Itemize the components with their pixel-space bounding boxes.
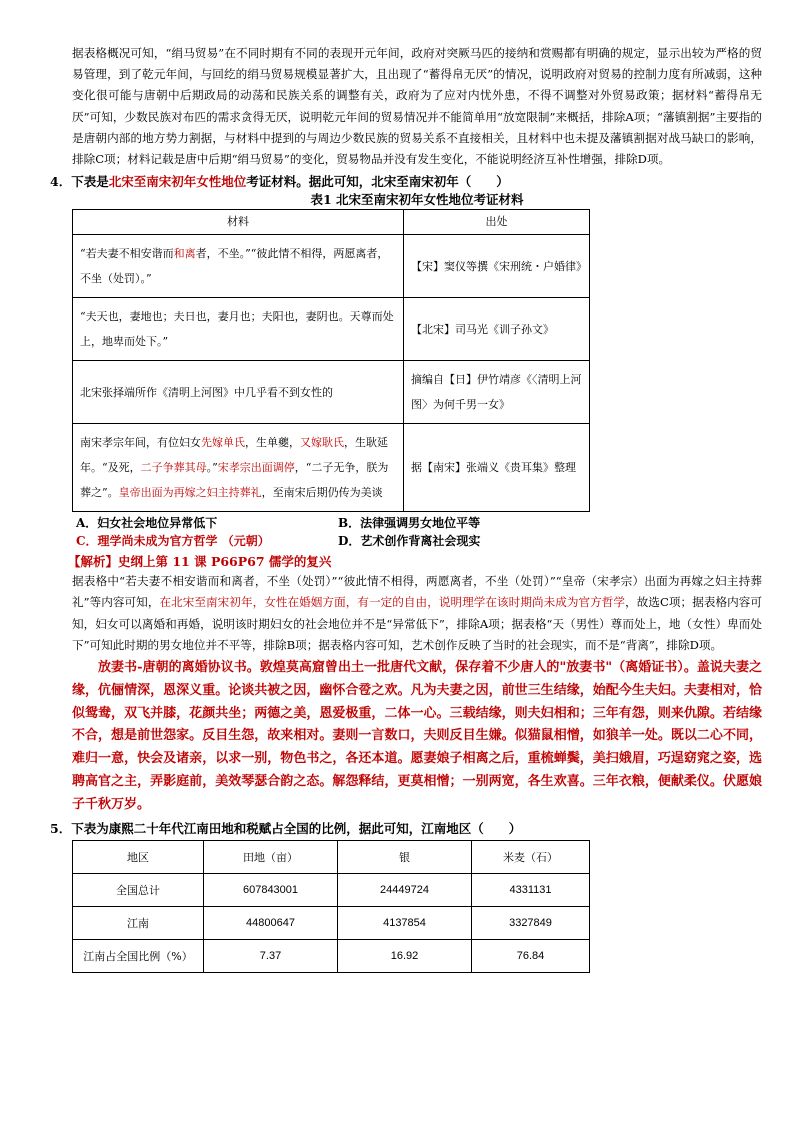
source-cell: 据【南宋】张端义《贵耳集》整理 xyxy=(404,424,590,512)
table-row xyxy=(73,298,590,361)
question-4-stem xyxy=(50,172,762,191)
material-cell: 北宋张择端所作《清明上河图》中几乎看不到女性的 xyxy=(73,361,404,424)
option-c: C．理学尚未成为官方哲学 （元朝） xyxy=(76,534,270,549)
q4-red-phrase: 北宋至南宋初年女性地位 xyxy=(108,174,247,190)
table-row xyxy=(73,235,590,298)
table-row: 江南占全国比例（%） 7.37 16.92 76.84 xyxy=(73,939,590,972)
table-row xyxy=(73,424,590,512)
q4-prefix: 4．下表是 xyxy=(50,174,109,190)
table-1-header-row xyxy=(73,210,590,235)
table-row xyxy=(73,361,590,424)
analysis-title: 【解析】史纲上第 11 课 P66P67 儒学的复兴 xyxy=(68,554,332,570)
source-cell: 【北宋】司马光《训子孙文》 xyxy=(404,298,590,361)
header-source: 出处 xyxy=(404,210,590,235)
q4-suffix: 考证材料。据此可知，北宋至南宋初年（ ） xyxy=(246,174,509,190)
analysis-paragraph: 据表格中“若夫妻不相安谐而和离者，不坐（处罚）”“彼此情不相得，两愿离者，不坐（处罚）”“皇帝（宋孝宗）出面为再嫁之妇主持葬礼”等内容可知，在北宋至南宋初年，女性在婚姻方面，有一定的自由，说明理学在该时期尚未成为官方哲学，故选C项；据表格内容可知，妇女可以离婚和再婚，说明该时期妇女的社会地位并不是“异常低下”，排除A项；据表格“天（男性）尊而处上，地（女性）卑而处下”可知此时期的男女地位并不平等，排除B项；据表格内容可知，艺术创作反映了当时的社会现实，而不是“背离”，排除D项。 xyxy=(72,574,762,652)
option-a: A．妇女社会地位异常低下 xyxy=(76,516,218,531)
fangqi-shu-paragraph: 放妻书-唐朝的离婚协议书。敦煌莫高窟曾出土一批唐代文献，保存着不少唐人的"放妻书"（离婚证书）。盖说夫妻之缘，伉俪情深，恩深义重。论谈共被之因，幽怀合卺之欢。凡为夫妻之因，前世三生结缘，始配今生夫妇。夫妻相对，恰似鸳鸯，双飞并膝，花颜共坐；两德之美，恩爱极重，二体一心。三载结缘，则夫妇相和；三年有怨，则来仇隙。若结缘不合，想是前世怨家。反目生怨，故来相对。妻则一言数口，夫则反目生嫌。似猫鼠相憎，如狼羊一处。既以二心不同，难归一意，快会及诸亲，以求一别，物色书之，各还本道。愿妻娘子相离之后，重梳蝉鬓，美扫娥眉，巧逞窈窕之姿，选聘高官之主，弄影庭前，美效琴瑟合韵之态。解怨释结，更莫相憎；一别两宽，各生欢喜。三年衣粮，便献柔仪。伏愿娘子千秋万岁。 xyxy=(72,660,762,812)
q4-options xyxy=(76,514,762,550)
table-2-header-row: 地区 田地（亩） 银 米麦（石） xyxy=(73,840,590,873)
table-row: 江南 44800647 4137854 3327849 xyxy=(73,906,590,939)
table-2 xyxy=(72,840,590,973)
material-cell: “若夫妻不相安谐而和离者，不坐。”“彼此情不相得，两愿离者，不坐（处罚）。” xyxy=(73,235,404,298)
intro-paragraph: 据表格概况可知，“绢马贸易”在不同时期有不同的表现开元年间，政府对突厥马匹的接纳和赏赐都有明确的规定，显示出较为严格的贸易管理，到了乾元年间，与回纥的绢马贸易规模显著扩大，且出现了“蓄得帛无厌”的情况，说明政府对贸易的控制力度有所减弱，这种变化很可能与唐朝中后期政局的动荡和民族关系的调整有关，政府为了应对内忧外患，不得不调整对外贸易政策；据材料“蓄得帛无厌”可知，少数民族对布匹的需求贪得无厌，说明乾元年间的贸易情况并不能简单用“放宽限制”来概括，排除A项；“藩镇割据”主要指的是唐朝内部的地方势力割据，与材料中提到的与周边少数民族的贸易关系不直接相关，且材料中也未提及藩镇割据对战马缺口的影响，排除C项；材料记载是唐中后期“绢马贸易”的变化，贸易物品并没有发生变化，不能说明经济互补性增强，排除D项。 xyxy=(72,46,762,167)
material-cell: “夫天也，妻地也；夫日也，妻月也；夫阳也，妻阴也。天尊而处上，地卑而处下。” xyxy=(73,298,404,361)
table-row: 全国总计 607843001 24449724 4331131 xyxy=(73,873,590,906)
option-d: D．艺术创作背离社会现实 xyxy=(338,534,481,549)
option-b: B．法律强调男女地位平等 xyxy=(338,516,481,531)
source-cell: 摘编自【日】伊竹靖彦《〈清明上河图〉为何千男一女》 xyxy=(404,361,590,424)
header-material: 材料 xyxy=(73,210,404,235)
question-5-stem: 5．下表为康熙二十年代江南田地和税赋占全国的比例，据此可知，江南地区（ ） xyxy=(50,820,522,836)
source-cell: 【宋】窦仪等撰《宋刑统・户婚律》 xyxy=(404,235,590,298)
document-page xyxy=(50,43,762,973)
material-cell: 南宋孝宗年间，有位妇女先嫁单氏，生单夔，又嫁耿氏，生耿延年。“及死，二子争葬其母。”宋孝宗出面调停，“二子无争，朕为葬之”。皇帝出面为再嫁之妇主持葬礼，至南宋后期仍传为美谈 xyxy=(73,424,404,512)
table-1-caption: 表1 北宋至南宋初年女性地位考证材料 xyxy=(310,192,524,208)
table-1 xyxy=(72,209,590,512)
